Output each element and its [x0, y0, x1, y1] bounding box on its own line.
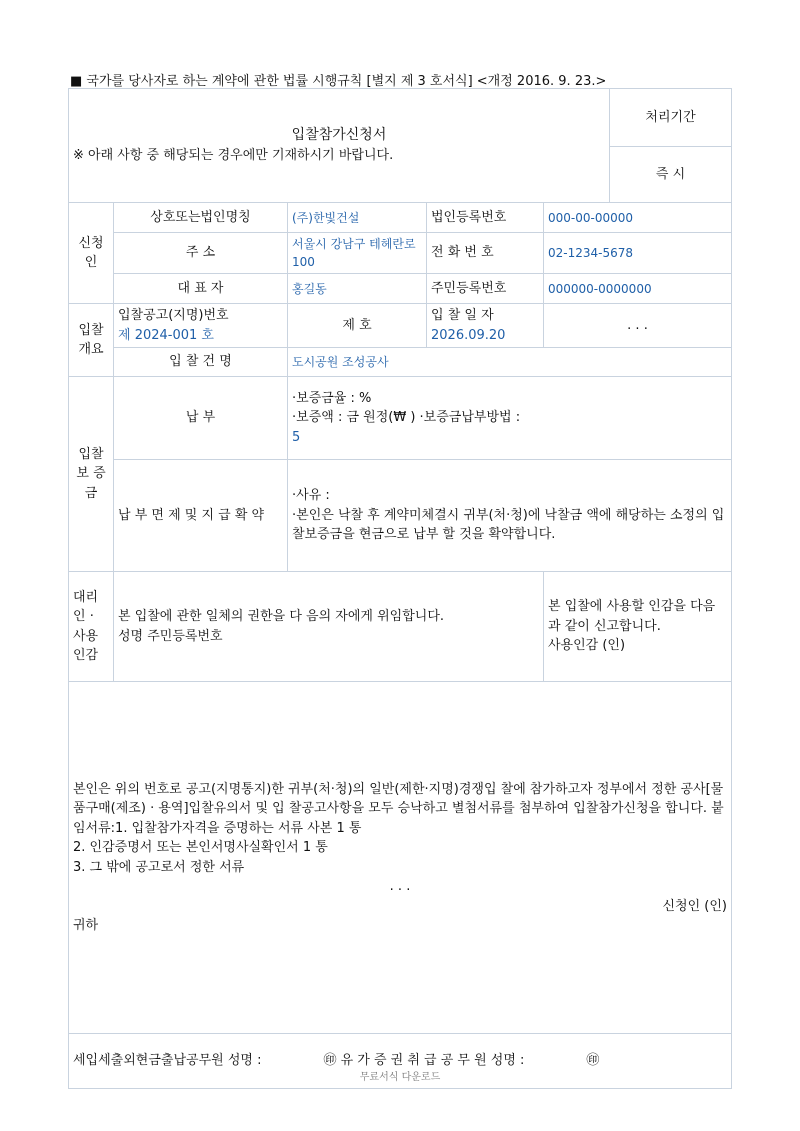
bid-name-value: 도시공원 조성공사: [288, 348, 732, 377]
applicant-section-label: 신청인: [69, 203, 114, 304]
bid-application-form: [68, 88, 732, 1089]
declaration-cell: [69, 682, 732, 1034]
seal-text: 본 입찰에 사용할 인감을 다음과 같이 신고합니다.: [548, 599, 716, 634]
payment-label: 납 부: [114, 377, 288, 460]
footer-download-text: 무료서식 다운로드: [359, 1072, 441, 1083]
payment-details: [288, 377, 732, 460]
company-label: 상호또는법인명칭: [114, 203, 288, 233]
declaration-date-dots: . . .: [389, 879, 411, 894]
delegation-fields: 성명 주민등록번호: [118, 628, 223, 644]
phone-value: 02-1234-5678: [544, 233, 732, 274]
declaration-paragraph: 본인은 위의 번호로 공고(지명통지)한 귀부(처·청)의 일반(제한·지명)경쟁입 찰에 참가하고자 정부에서 정한 공사[물품구매(제조) · 용역]입찰유의서 및 입 찰공고사항을 모두 승낙하고 별첨서류를 첨부하여 입찰참가신청을 합니다. 붙임서류:1. 입찰참가자격을 증명하는 서류 사본 1 통: [73, 781, 724, 836]
representative-label: 대 표 자: [114, 274, 288, 304]
address-label: 주 소: [114, 233, 288, 274]
bid-name-label: 입 찰 건 명: [114, 348, 288, 377]
phone-label: 전 화 번 호: [427, 233, 544, 274]
processing-period-label: 처리기간: [610, 89, 732, 147]
deposit-section-label: 입찰보 증금: [69, 377, 114, 572]
delegation-text: 본 입찰에 관한 일체의 권한을 다 음의 자에게 위임합니다.: [118, 609, 445, 624]
notice-no-cell: [114, 304, 288, 348]
addressee-text: 귀하: [73, 918, 99, 933]
deposit-rate-line: ·보증금율 : %: [292, 390, 372, 406]
title-cell: [69, 89, 610, 203]
address-value: 서울시 강남구 테헤란로 100: [288, 233, 427, 274]
seal-fields: 사용인감 (인): [548, 638, 626, 654]
form-header: ■ 국가를 당사자로 하는 계약에 관한 법률 시행규칙 [별지 제 3 호서식] <개정 2016. 9. 23.>: [70, 74, 607, 89]
corp-no-value: 000-00-00000: [544, 203, 732, 233]
representative-value: 홍길동: [288, 274, 427, 304]
exemption-reason-line: ·사유 :: [292, 488, 330, 504]
bid-date-label: 입 찰 일 자: [431, 308, 494, 323]
bid-section-label: 입찰 개요: [69, 304, 114, 377]
processing-period-value: 즉 시: [610, 147, 732, 203]
officials-signature-line: 세입세출외현금출납공무원 성명 : ㊞ 유 가 증 권 취 급 공 무 원 성명 : ㊞: [73, 1053, 600, 1069]
bid-date-value: 2026.09.20: [431, 327, 506, 343]
rrn-value: 000000-0000000: [544, 274, 732, 304]
corp-no-label: 법인등록번호: [427, 203, 544, 233]
attachment-item-3: 3. 그 밖에 공고로서 정한 서류: [73, 859, 245, 875]
agent-section-label: 대리 인 · 사용 인감: [69, 572, 114, 682]
je-ho-text: 제 호: [288, 304, 427, 348]
form-title: 입찰참가신청서: [291, 127, 387, 144]
seal-cell: [544, 572, 732, 682]
exemption-details: [288, 460, 732, 572]
deposit-amount-line: ·보증액 : 금 원정(₩ ) ·보증금납부방법 :: [292, 410, 521, 426]
attachment-item-2: 2. 인감증명서 또는 본인서명사실확인서 1 통: [73, 840, 328, 855]
rrn-label: 주민등록번호: [427, 274, 544, 304]
deposit-amount-value: 5: [292, 429, 301, 445]
delegation-cell: [114, 572, 544, 682]
bid-date-dots: . . .: [544, 304, 732, 348]
company-value: (주)한빛건설: [288, 203, 427, 233]
exemption-pledge-line: ·본인은 낙찰 후 계약미체결시 귀부(처·청)에 낙찰금 액에 해당하는 소정의 입찰보증금을 현금으로 납부 할 것을 확약합니다.: [292, 507, 725, 543]
notice-no-value: 제 2024-001 호: [118, 327, 214, 343]
notice-no-label: 입찰공고(지명)번호: [118, 308, 229, 323]
exemption-label: 납 부 면 제 및 지 급 확 약: [114, 460, 288, 572]
bid-date-cell: [427, 304, 544, 348]
applicant-signature: 신청인 (인): [662, 898, 728, 914]
form-note: ※ 아래 사항 중 해당되는 경우에만 기재하시기 바랍니다.: [73, 148, 394, 164]
